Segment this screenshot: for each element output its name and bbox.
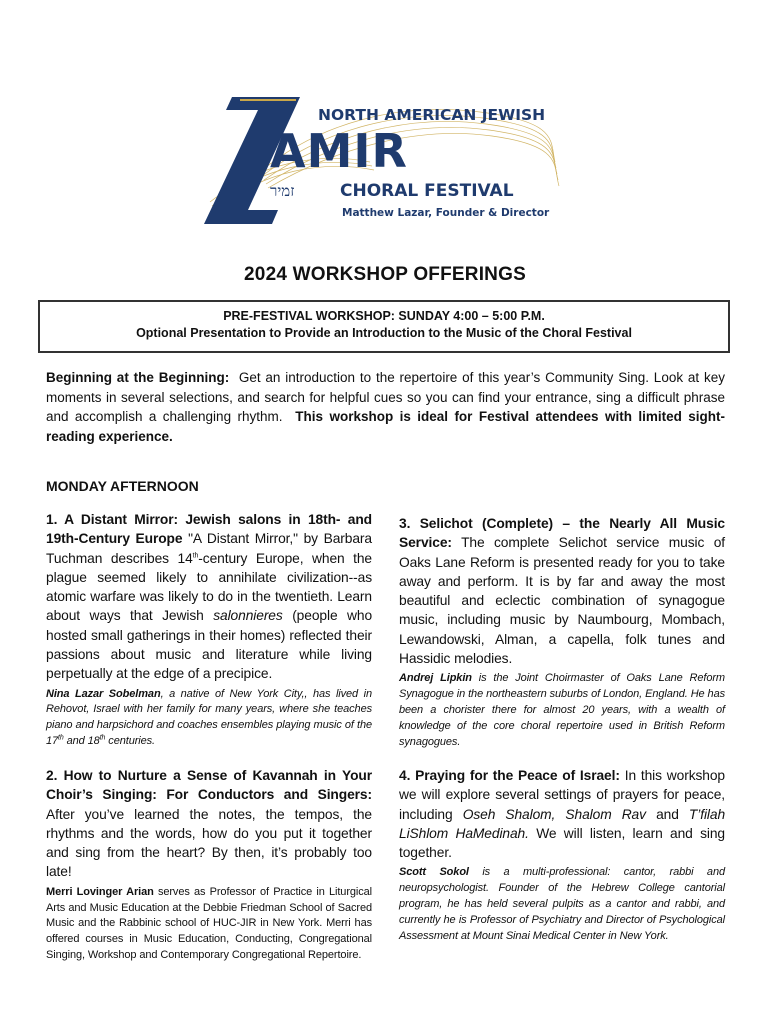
intro-paragraph <box>46 368 725 446</box>
logo-graphic <box>200 92 560 232</box>
presenter-name: Andrej Lipkin <box>399 672 472 685</box>
workshop-1-bio <box>46 687 372 750</box>
bio-text-a: , a native of New York City,, has lived in Rehovot, Israel with her family for many years, where she teaches piano and harpsichord and coaches ensembles playing music of the 17 <box>46 687 372 748</box>
workshop-1-body <box>46 510 372 684</box>
logo-hebrew: זמיר <box>270 182 295 200</box>
presenter-name: Nina Lazar Sobelman <box>46 687 161 700</box>
workshop-1-sup: th <box>192 552 199 559</box>
workshop-4-title: 4. Praying for the Peace of Israel: <box>399 768 620 783</box>
bio-text: serves as Professor of Practice in Liturgical Arts and Music Education at the Debbie Friedman School of Sacred Music and the Rabbinic school of HUC-JIR in New York. Merri has offered courses in Music Education, Conducting, Congregational Singing, Workshop and Contemporary Congregational Repertoire. <box>46 885 373 961</box>
workshop-4 <box>399 766 725 944</box>
prefestival-line1: PRE-FESTIVAL WORKSHOP: SUNDAY 4:00 – 5:00 P.M. <box>223 309 545 323</box>
page-title: 2024 WORKSHOP OFFERINGS <box>244 264 526 285</box>
workshop-4-body <box>399 766 725 862</box>
workshop-4-emphasis-2: T’filah LiShlom HaMedinah. <box>399 806 726 841</box>
workshop-3 <box>399 514 725 750</box>
workshop-2-bio <box>46 885 372 964</box>
workshop-3-bio <box>399 671 725 750</box>
workshop-4-emphasis: Oseh Shalom, Shalom Rav <box>462 806 646 822</box>
logo-line4: Matthew Lazar, Founder & Director <box>342 207 550 219</box>
workshop-4-desc-b: and <box>656 806 679 822</box>
bio-text: is the Joint Choirmaster of Oaks Lane Reform Synagogue in the northeastern suburbs of London, England. He has been a chorister there for almost 20 years, with a wealth of knowledge of the core choral repertoire used in British Reform synagogues. <box>399 672 725 748</box>
workshop-2-desc: After you’ve learned the notes, the tempos, the rhythms and the words, how do you put it together and sing from the heart? By then, it’s probably too late! <box>46 806 372 880</box>
workshop-1-desc-b: -century Europe, when the plague seemed likely to annihilate civilization--as atomic warfare was likely to do in the twentieth. Learn about ways that Jewish <box>46 550 373 624</box>
workshop-3-desc: The complete Selichot service music of Oaks Lane Reform is presented ready for you to take away and perform. It is by far and away the most beautiful and eclectic combination of synagogue music, including music by Naumbourg, Mombach, Lewandowski, Alman, a capella, folk tunes and Hassidic melodies. <box>399 535 726 667</box>
section-heading: MONDAY AFTERNOON <box>46 478 199 494</box>
workshop-4-desc-a: In this workshop we will explore several settings of prayers for peace, including <box>399 768 726 822</box>
bio-text-b: and 18 <box>63 735 100 748</box>
workshop-4-desc-c: We will listen, learn and sing together. <box>399 825 725 861</box>
logo-amir: AMIR <box>270 124 408 178</box>
prefestival-box <box>38 300 730 353</box>
bio-text: is a multi-professional: cantor, rabbi and neuropsychologist. Founder of the Hebrew College cantorial program, he has held several pulpits as a cantor and rabbi, and currently he is Professor of Psychiatry and Director of Psychological Assessment at Mount Sinai Medical Center in New York. <box>399 866 725 942</box>
intro-text: Get an introduction to the repertoire of this year’s Community Sing. Look at key moments in several selections, and search for helpful cues so you can find your entrance, sing a difficult phrase and accomplish a challenging rhythm. <box>46 370 725 424</box>
presenter-name: Scott Sokol <box>399 866 469 879</box>
workshop-2-body <box>46 766 372 882</box>
workshop-1-emphasis: salonnieres <box>213 608 283 624</box>
intro-heading: Beginning at the Beginning: <box>46 370 230 385</box>
presenter-name: Merri Lovinger Arian <box>46 885 154 898</box>
bio-text-c: centuries. <box>105 735 155 748</box>
prefestival-line2: Optional Presentation to Provide an Introduction to the Music of the Choral Festival <box>136 326 632 340</box>
workshop-3-body <box>399 514 725 668</box>
workshop-1 <box>46 510 372 750</box>
logo-line3: CHORAL FESTIVAL <box>340 181 514 201</box>
bio-sup2: th <box>99 734 106 742</box>
intro-emphasis: This workshop is ideal for Festival attendees with limited sight-reading experience. <box>46 409 725 444</box>
workshop-1-title: 1. A Distant Mirror: Jewish salons in 18th- and 19th-Century Europe <box>46 512 372 547</box>
workshop-2-title: 2. How to Nurture a Sense of Kavannah in Your Choir’s Singing: For Conductors and Singers: <box>46 768 372 803</box>
workshop-4-bio <box>399 865 725 944</box>
logo-line1: NORTH AMERICAN JEWISH <box>318 106 546 124</box>
workshop-1-desc-a: "A Distant Mirror," by Barbara Tuchman describes 14 <box>46 531 372 566</box>
bio-sup1: th <box>58 734 64 742</box>
festival-logo <box>200 92 560 232</box>
workshop-3-title: 3. Selichot (Complete) – the Nearly All Music Service: <box>399 516 725 551</box>
workshop-1-desc-c: (people who hosted small gatherings in their homes) reflected their passions about music and literature while living perpetually at the edge of a precipice. <box>46 608 373 682</box>
workshop-2 <box>46 766 372 964</box>
